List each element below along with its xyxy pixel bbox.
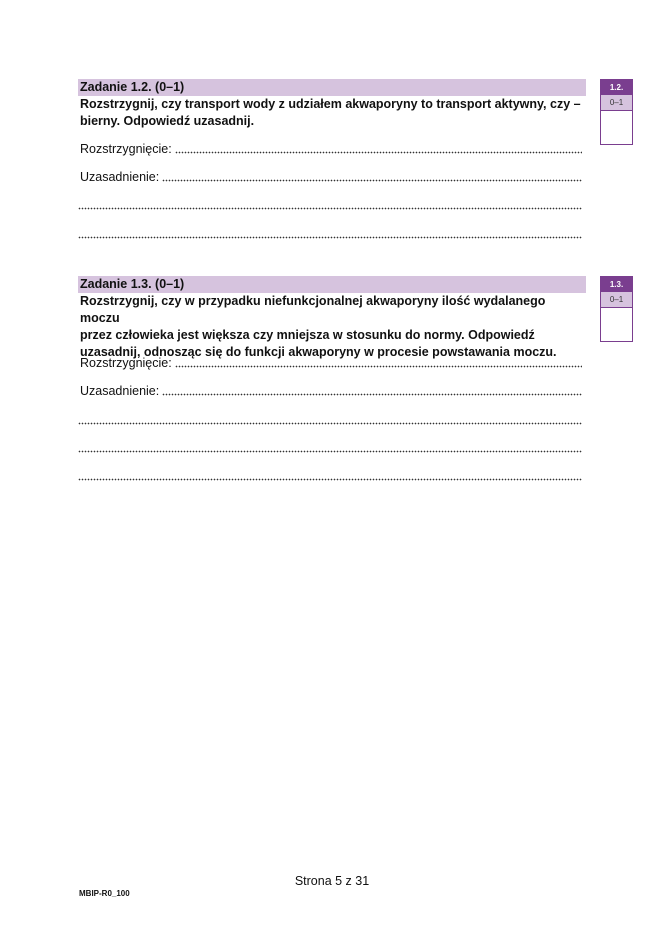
score-box-range: 0–1 [601, 95, 632, 111]
prompt-line: uzasadnij, odnosząc się do funkcji akwaporyny w procesie powstawania moczu. [80, 345, 557, 359]
task-1-3 [78, 276, 586, 398]
task-header: Zadanie 1.2. (0–1) [78, 79, 586, 96]
prompt-line: Rozstrzygnij, czy transport wody z udziałem akwaporyny to transport aktywny, czy – [80, 97, 581, 111]
prompt-line: przez człowieka jest większa czy mniejsza w stosunku do normy. Odpowiedź [80, 328, 535, 342]
answer-label: Rozstrzygnięcie: [80, 356, 172, 370]
answer-line-decision[interactable] [78, 355, 582, 371]
answer-line[interactable] [78, 440, 582, 456]
answer-line-justification[interactable] [78, 169, 582, 185]
answer-line[interactable] [78, 197, 582, 213]
answer-line-decision[interactable] [78, 141, 582, 157]
task-header: Zadanie 1.3. (0–1) [78, 276, 586, 293]
score-field[interactable] [601, 308, 632, 341]
score-box-number: 1.2. [601, 80, 632, 95]
answer-line[interactable] [78, 412, 582, 428]
prompt-line: bierny. Odpowiedź uzasadnij. [80, 114, 255, 128]
score-box-1-2 [600, 79, 633, 145]
prompt-line: Rozstrzygnij, czy w przypadku niefunkcjonalnej akwaporyny ilość wydalanego moczu [80, 294, 546, 325]
answer-label: Rozstrzygnięcie: [80, 142, 172, 156]
score-box-range: 0–1 [601, 292, 632, 308]
exam-code: MBIP-R0_100 [79, 889, 130, 898]
score-box-1-3 [600, 276, 633, 342]
page-number: Strona 5 z 31 [294, 874, 370, 888]
score-field[interactable] [601, 111, 632, 144]
task-1-2 [78, 79, 586, 184]
answer-label: Uzasadnienie: [80, 170, 160, 184]
answer-line[interactable] [78, 468, 582, 484]
task-prompt [78, 293, 586, 361]
answer-line[interactable] [78, 226, 582, 242]
task-prompt [78, 96, 586, 130]
answer-line-justification[interactable] [78, 383, 582, 399]
answer-label: Uzasadnienie: [80, 384, 160, 398]
score-box-number: 1.3. [601, 277, 632, 292]
